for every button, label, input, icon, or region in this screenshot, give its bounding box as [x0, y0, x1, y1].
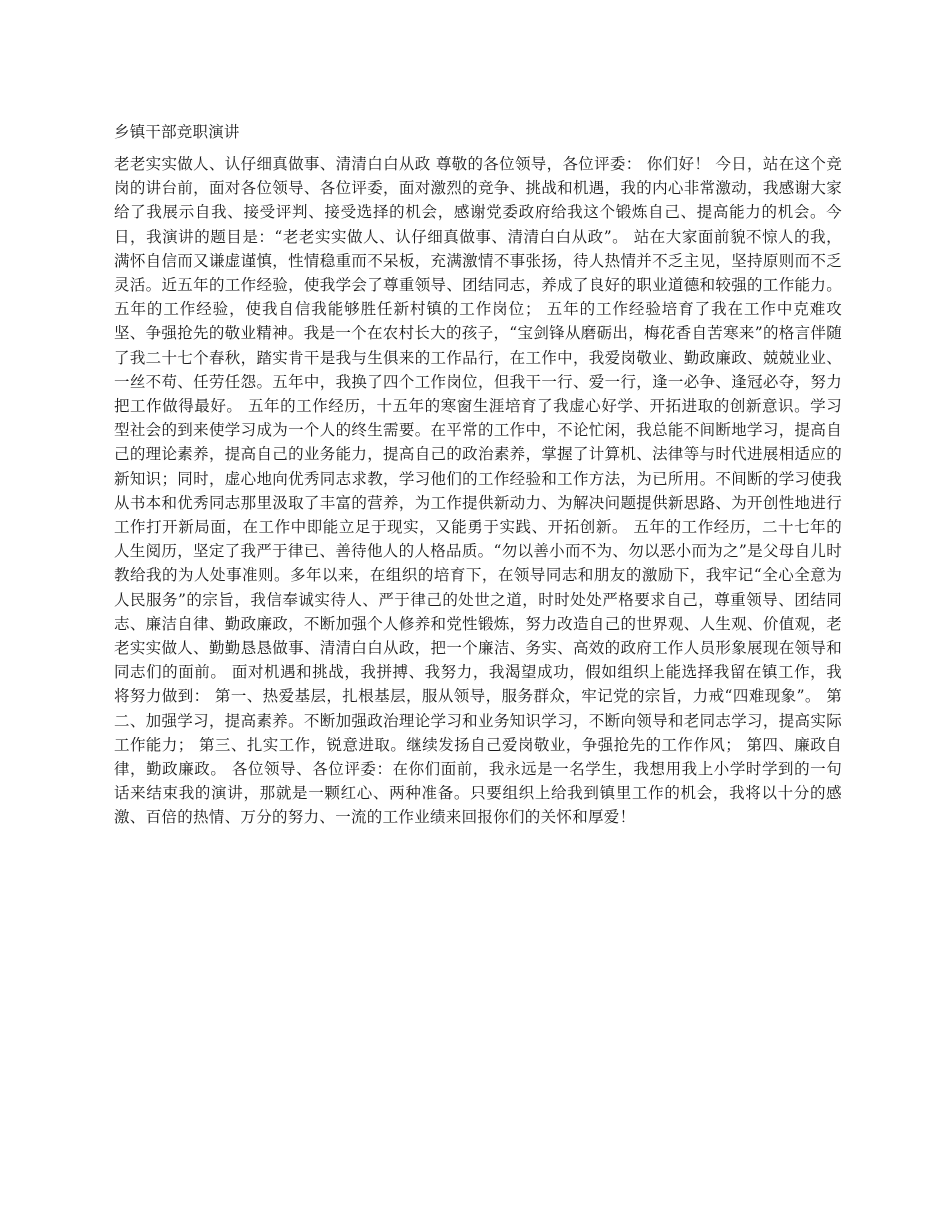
document-page	[114, 120, 842, 830]
document-body: 老老实实做人、认仔细真做事、清清白白从政 尊敬的各位领导，各位评委： 你们好！ 今日，站在这个竞岗的讲台前，面对各位领导、各位评委，面对激烈的竞争、挑战和机遇，我的内心非常激动，我感谢大家给了我展示自我、接受评判、接受选择的机会，感谢党委政府给我这个锻炼自己、提高能力的机会。今日，我演讲的题目是：“老老实实做人、认仔细真做事、清清白白从政”。 站在大家面前貌不惊人的我，满怀自信而又谦虚谨慎，性情稳重而不呆板，充满激情不事张扬，待人热情并不乏主见，坚持原则而不乏灵活。近五年的工作经验，使我学会了尊重领导、团结同志，养成了良好的职业道德和较强的工作能力。五年的工作经验，使我自信我能够胜任新村镇的工作岗位； 五年的工作经验培育了我在工作中克难攻坚、争强抢先的敬业精神。我是一个在农村长大的孩子，“宝剑锋从磨砺出，梅花香自苦寒来”的格言伴随了我二十七个春秋，踏实肯干是我与生俱来的工作品行，在工作中，我爱岗敬业、勤政廉政、兢兢业业、一丝不苟、任劳任怨。五年中，我换了四个工作岗位，但我干一行、爱一行，逢一必争、逢冠必夺，努力把工作做得最好。 五年的工作经历，十五年的寒窗生涯培育了我虚心好学、开拓进取的创新意识。学习型社会的到来使学习成为一个人的终生需要。在平常的工作中，不论忙闲，我总能不间断地学习，提高自己的理论素养，提高自己的业务能力，提高自己的政治素养，掌握了计算机、法律等与时代进展相适应的新知识；同时，虚心地向优秀同志求教，学习他们的工作经验和工作方法，为已所用。不间断的学习使我从书本和优秀同志那里汲取了丰富的营养，为工作提供新动力、为解决问题提供新思路、为开创性地进行工作打开新局面，在工作中即能立足于现实，又能勇于实践、开拓创新。 五年的工作经历，二十七年的人生阅历，坚定了我严于律已、善待他人的人格品质。“勿以善小而不为、勿以恶小而为之”是父母自儿时教给我的为人处事准则。多年以来，在组织的培育下，在领导同志和朋友的激励下，我牢记“全心全意为人民服务”的宗旨，我信奉诚实待人、严于律己的处世之道，时时处处严格要求自己，尊重领导、团结同志、廉洁自律、勤政廉政，不断加强个人修养和党性锻炼，努力改造自己的世界观、人生观、价值观，老老实实做人、勤勤恳恳做事、清清白白从政，把一个廉洁、务实、高效的政府工作人员形象展现在领导和同志们的面前。 面对机遇和挑战，我拼搏、我努力，我渴望成功，假如组织上能选择我留在镇工作，我将努力做到： 第一、热爱基层，扎根基层，服从领导，服务群众，牢记党的宗旨，力戒“四难现象”。 第二、加强学习，提高素养。不断加强政治理论学习和业务知识学习，不断向领导和老同志学习，提高实际工作能力； 第三、扎实工作，锐意进取。继续发扬自己爱岗敬业，争强抢先的工作作风； 第四、廉政自律，勤政廉政。 各位领导、各位评委：在你们面前，我永远是一名学生，我想用我上小学时学到的一句话来结束我的演讲，那就是一颗红心、两种准备。只要组织上给我到镇里工作的机会，我将以十分的感激、百倍的热情、万分的努力、一流的工作业绩来回报你们的关怀和厚爱！	[114, 155, 842, 827]
document-title: 乡镇干部竞职演讲	[114, 123, 240, 141]
